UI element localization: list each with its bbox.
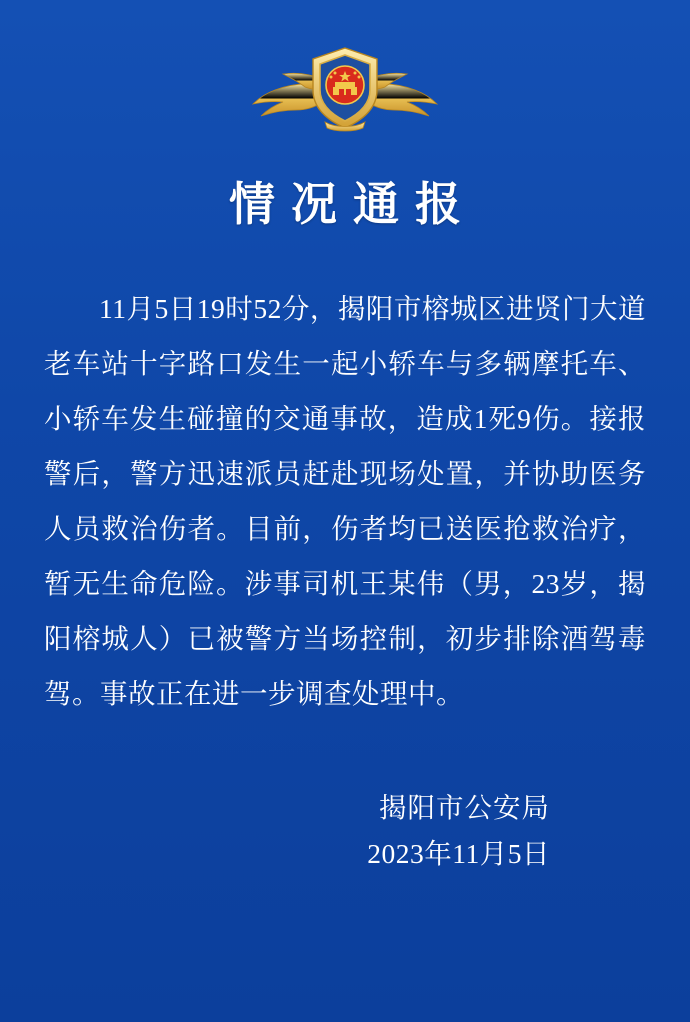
signature-date: 2023年11月5日 <box>367 837 550 869</box>
signature-organization: 揭阳市公安局 <box>379 791 550 823</box>
announcement-body: 11月5日19时52分，揭阳市榕城区进贤门大道老车站十字路口发生一起小轿车与多辆摩托车、小轿车发生碰撞的交通事故，造成1死9伤。接报警后，警方迅速派员赶赴现场处置，并协助医务人员救治伤者。目前，伤者均已送医抢救治疗，暂无生命危险。涉事司机王某伟（男，23岁，揭阳榕城人）已被警方当场控制，初步排除酒驾毒驾。事故正在进一步调查处理中。 <box>44 292 646 709</box>
page-title: 情况通报 <box>229 179 477 230</box>
signature-block <box>44 785 646 877</box>
police-badge-emblem-icon <box>245 40 445 136</box>
